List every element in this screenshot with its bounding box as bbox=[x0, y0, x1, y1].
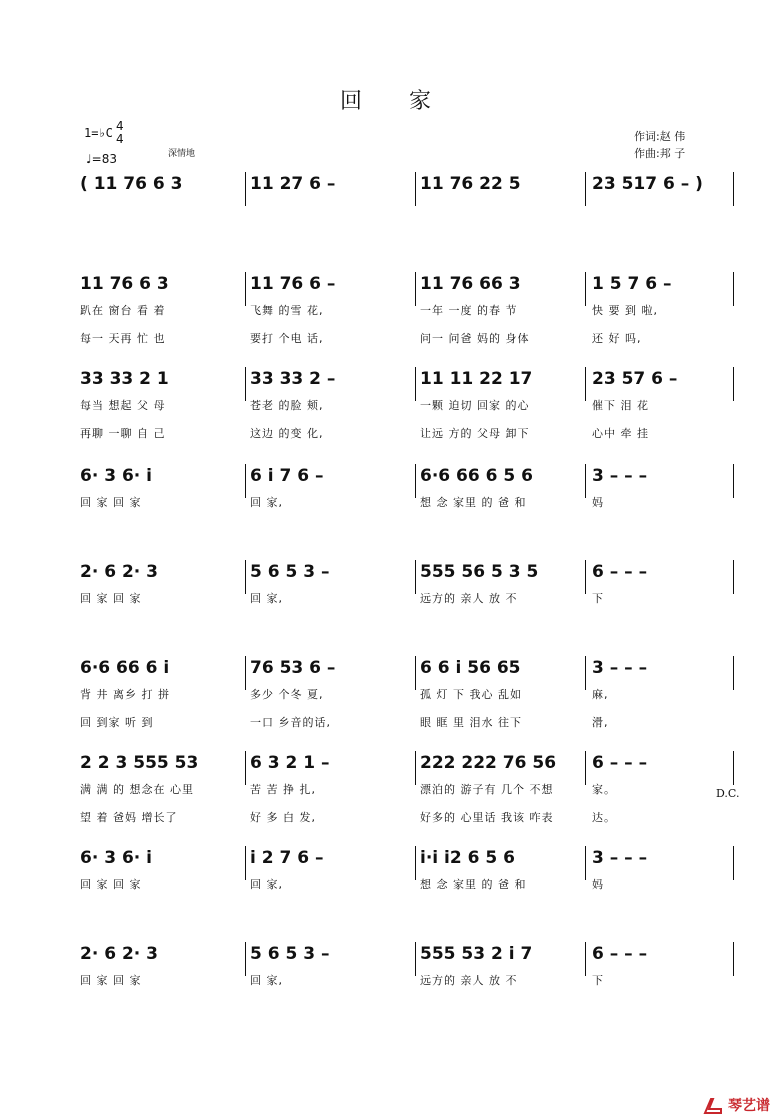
bar-line bbox=[733, 656, 734, 690]
bar-line bbox=[733, 172, 734, 206]
lyric-line-2: 要打 个电 话, bbox=[250, 332, 324, 345]
measure-notes: 11 76 6 – bbox=[250, 274, 336, 294]
lyric-line-1: 回 家 回 家 bbox=[80, 592, 142, 605]
lyric-line-1: 一颗 迫切 回家 的心 bbox=[420, 399, 530, 412]
watermark-logo bbox=[703, 1095, 770, 1115]
lyric-line-1: 回 家, bbox=[250, 878, 283, 891]
lyric-line-1: 远方的 亲人 放 不 bbox=[420, 592, 518, 605]
lyric-line-2: 好多的 心里话 我该 咋表 bbox=[420, 811, 554, 824]
bar-line bbox=[245, 942, 246, 976]
bar-line bbox=[245, 751, 246, 785]
bar-line bbox=[585, 367, 586, 401]
composer-credit: 作曲:邦 子 bbox=[634, 147, 686, 160]
measure-notes: ( 11 76 6 3 bbox=[80, 174, 183, 194]
lyric-line-1: 回 家, bbox=[250, 592, 283, 605]
bar-line bbox=[585, 751, 586, 785]
bar-line bbox=[415, 367, 416, 401]
bar-line bbox=[245, 464, 246, 498]
lyric-line-1: 回 家, bbox=[250, 496, 283, 509]
bar-line bbox=[733, 464, 734, 498]
bar-line bbox=[733, 942, 734, 976]
lyric-line-1: 妈 bbox=[592, 496, 604, 509]
lyric-line-2: 回 到家 听 到 bbox=[80, 716, 154, 729]
lyric-line-1: 趴在 窗台 看 着 bbox=[80, 304, 166, 317]
lyric-line-2: 让远 方的 父母 卸下 bbox=[420, 427, 530, 440]
measure-notes: 555 56 5 3 5 bbox=[420, 562, 539, 582]
key-signature: 1=♭C bbox=[84, 126, 113, 140]
lyric-line-1: 下 bbox=[592, 592, 604, 605]
lyric-line-2: 眼 眶 里 泪水 往下 bbox=[420, 716, 522, 729]
watermark-text: 琴艺谱 bbox=[728, 1098, 770, 1114]
measure-notes: 6 6 i 56 65 bbox=[420, 658, 521, 678]
measure-notes: 3 – – – bbox=[592, 848, 648, 868]
lyric-line-1: 飞舞 的雪 花, bbox=[250, 304, 324, 317]
measure-notes: 76 53 6 – bbox=[250, 658, 336, 678]
bar-line bbox=[585, 464, 586, 498]
lyric-line-2: 这边 的变 化, bbox=[250, 427, 324, 440]
measure-notes: 3 – – – bbox=[592, 466, 648, 486]
bar-line bbox=[245, 846, 246, 880]
measure-notes: 33 33 2 – bbox=[250, 369, 336, 389]
measure-notes: 1 5 7 6 – bbox=[592, 274, 672, 294]
lyric-line-1: 麻, bbox=[592, 688, 609, 701]
bar-line bbox=[585, 942, 586, 976]
lyric-line-1: 家。 bbox=[592, 783, 616, 796]
dc-marking: D.C. bbox=[716, 787, 740, 800]
measure-notes: 6 3 2 1 – bbox=[250, 753, 330, 773]
measure-notes: 6 – – – bbox=[592, 753, 648, 773]
piano-icon bbox=[703, 1097, 723, 1115]
measure-notes: 3 – – – bbox=[592, 658, 648, 678]
bar-line bbox=[415, 751, 416, 785]
bar-line bbox=[415, 464, 416, 498]
lyric-line-1: 一年 一度 的春 节 bbox=[420, 304, 518, 317]
lyric-line-1: 想 念 家里 的 爸 和 bbox=[420, 878, 527, 891]
bar-line bbox=[585, 846, 586, 880]
lyric-line-1: 回 家 回 家 bbox=[80, 496, 142, 509]
measure-notes: 222 222 76 56 bbox=[420, 753, 557, 773]
measure-notes: 11 76 66 3 bbox=[420, 274, 521, 294]
bar-line bbox=[585, 172, 586, 206]
lyric-line-2: 每一 天再 忙 也 bbox=[80, 332, 166, 345]
bar-line bbox=[245, 656, 246, 690]
bar-line bbox=[245, 172, 246, 206]
lyric-line-1: 苍老 的脸 颊, bbox=[250, 399, 324, 412]
lyric-line-1: 背 井 离乡 打 拼 bbox=[80, 688, 170, 701]
bar-line bbox=[415, 172, 416, 206]
bar-line bbox=[733, 367, 734, 401]
time-signature-bottom: 4 bbox=[116, 132, 124, 146]
lyric-line-2: 再聊 一聊 自 己 bbox=[80, 427, 166, 440]
lyric-line-2: 心中 牵 挂 bbox=[592, 427, 649, 440]
measure-notes: 11 76 22 5 bbox=[420, 174, 521, 194]
measure-notes: 2 2 3 555 53 bbox=[80, 753, 199, 773]
page-title: 回 家 bbox=[340, 89, 451, 114]
bar-line bbox=[415, 656, 416, 690]
lyric-line-1: 回 家, bbox=[250, 974, 283, 987]
lyric-line-1: 快 要 到 啦, bbox=[592, 304, 658, 317]
lyric-line-2: 达。 bbox=[592, 811, 616, 824]
measure-notes: i 2 7 6 – bbox=[250, 848, 324, 868]
bar-line bbox=[415, 272, 416, 306]
bar-line bbox=[415, 560, 416, 594]
lyric-line-1: 想 念 家里 的 爸 和 bbox=[420, 496, 527, 509]
measure-notes: 11 76 6 3 bbox=[80, 274, 169, 294]
lyric-line-1: 催下 泪 花 bbox=[592, 399, 649, 412]
lyric-line-1: 漂泊的 游子有 几个 不想 bbox=[420, 783, 554, 796]
lyric-line-2: 还 好 吗, bbox=[592, 332, 642, 345]
tempo-marking: ♩=83 bbox=[86, 152, 117, 166]
bar-line bbox=[733, 272, 734, 306]
measure-notes: 2· 6 2· 3 bbox=[80, 562, 158, 582]
lyric-line-2: 好 多 白 发, bbox=[250, 811, 316, 824]
lyric-line-1: 每当 想起 父 母 bbox=[80, 399, 166, 412]
measure-notes: 6 – – – bbox=[592, 944, 648, 964]
bar-line bbox=[415, 846, 416, 880]
measure-notes: 33 33 2 1 bbox=[80, 369, 169, 389]
measure-notes: 11 27 6 – bbox=[250, 174, 336, 194]
lyric-line-2: 问一 问爸 妈的 身体 bbox=[420, 332, 530, 345]
lyric-line-1: 满 满 的 想念在 心里 bbox=[80, 783, 194, 796]
measure-notes: 5 6 5 3 – bbox=[250, 562, 330, 582]
measure-notes: 23 517 6 – ) bbox=[592, 174, 703, 194]
lyric-line-1: 苦 苦 挣 扎, bbox=[250, 783, 316, 796]
measure-notes: 6· 3 6· i bbox=[80, 848, 152, 868]
measure-notes: 6 i 7 6 – bbox=[250, 466, 324, 486]
lyric-line-1: 孤 灯 下 我心 乱如 bbox=[420, 688, 522, 701]
lyric-line-1: 回 家 回 家 bbox=[80, 974, 142, 987]
lyric-line-1: 多少 个冬 夏, bbox=[250, 688, 324, 701]
measure-notes: i·i i2 6 5 6 bbox=[420, 848, 515, 868]
measure-notes: 6· 3 6· i bbox=[80, 466, 152, 486]
lyric-line-2: 望 着 爸妈 增长了 bbox=[80, 811, 178, 824]
time-signature-top: 4 bbox=[116, 119, 124, 133]
measure-notes: 6 – – – bbox=[592, 562, 648, 582]
measure-notes: 5 6 5 3 – bbox=[250, 944, 330, 964]
bar-line bbox=[245, 560, 246, 594]
lyricist-credit: 作词:赵 伟 bbox=[634, 130, 686, 143]
bar-line bbox=[585, 272, 586, 306]
lyric-line-1: 远方的 亲人 放 不 bbox=[420, 974, 518, 987]
bar-line bbox=[733, 846, 734, 880]
bar-line bbox=[733, 560, 734, 594]
lyric-line-1: 回 家 回 家 bbox=[80, 878, 142, 891]
lyric-line-2: 滑, bbox=[592, 716, 609, 729]
bar-line bbox=[585, 656, 586, 690]
measure-notes: 6·6 66 6 i bbox=[80, 658, 170, 678]
bar-line bbox=[415, 942, 416, 976]
bar-line bbox=[733, 751, 734, 785]
measure-notes: 23 57 6 – bbox=[592, 369, 678, 389]
lyric-line-2: 一口 乡音的话, bbox=[250, 716, 331, 729]
measure-notes: 2· 6 2· 3 bbox=[80, 944, 158, 964]
bar-line bbox=[245, 272, 246, 306]
measure-notes: 555 53 2 i 7 bbox=[420, 944, 533, 964]
expression-marking: 深情地 bbox=[168, 149, 196, 159]
time-signature bbox=[116, 120, 124, 146]
lyric-line-1: 妈 bbox=[592, 878, 604, 891]
bar-line bbox=[585, 560, 586, 594]
measure-notes: 11 11 22 17 bbox=[420, 369, 533, 389]
lyric-line-1: 下 bbox=[592, 974, 604, 987]
measure-notes: 6·6 66 6 5 6 bbox=[420, 466, 533, 486]
bar-line bbox=[245, 367, 246, 401]
